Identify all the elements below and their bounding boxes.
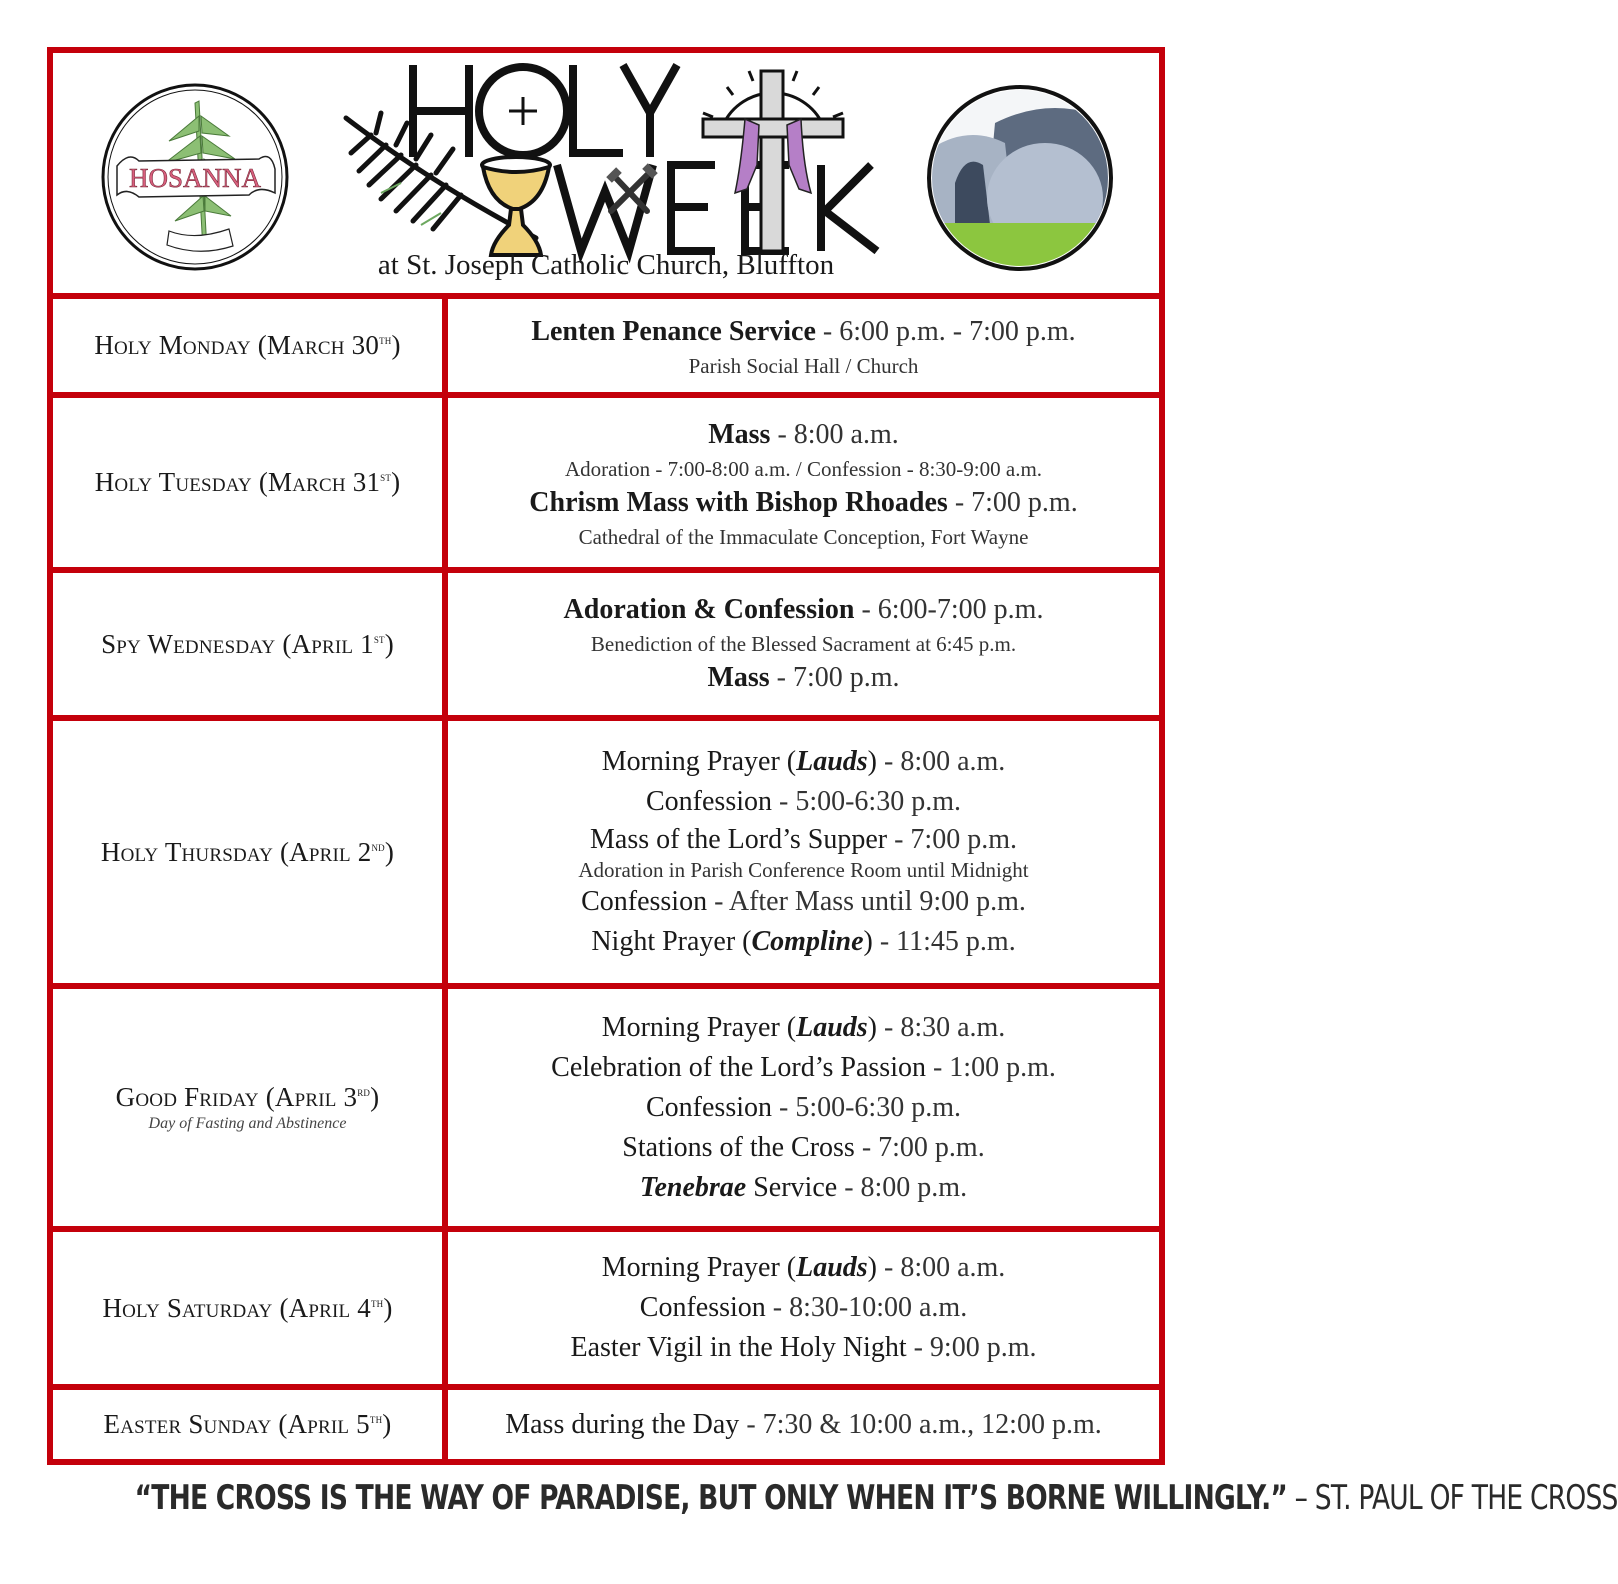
event-line: Adoration & Confession - 6:00-7:00 p.m. xyxy=(563,594,1044,625)
event-line: Confession - 8:30-10:00 a.m. xyxy=(639,1292,968,1323)
quote-text: “THE CROSS IS THE WAY OF PARADISE, BUT ONLY WHEN IT’S BORNE WILLINGLY.” xyxy=(134,1478,1288,1518)
schedule-row-holy-tuesday xyxy=(53,398,1159,567)
title-holy xyxy=(405,61,685,161)
header-banner xyxy=(53,53,1159,293)
nails-icon xyxy=(601,161,661,221)
schedule-row-holy-thursday xyxy=(53,721,1159,983)
day-name: Holy Thursday (April 2nd) xyxy=(100,836,395,867)
day-name: Good Friday (April 3rd) xyxy=(115,1082,380,1112)
footer-quote xyxy=(134,1478,1618,1518)
event-line: Chrism Mass with Bishop Rhoades - 7:00 p.m. xyxy=(529,486,1078,518)
day-cell xyxy=(53,573,442,715)
event-note: Adoration - 7:00-8:00 a.m. / Confession - 8:30-9:00 a.m. xyxy=(564,456,1043,481)
event-line: Lenten Penance Service - 6:00 p.m. - 7:00 p.m. xyxy=(531,315,1076,347)
event-note: Benediction of the Blessed Sacrament at 6:45 p.m. xyxy=(590,632,1017,656)
day-cell xyxy=(53,989,442,1226)
schedule-row-easter-sunday xyxy=(53,1390,1159,1459)
event-line: Tenebrae Service - 8:00 p.m. xyxy=(639,1171,968,1203)
quote-attribution: – ST. PAUL OF THE CROSS xyxy=(1287,1478,1618,1518)
event-line: Morning Prayer (Lauds) - 8:00 a.m. xyxy=(601,746,1006,777)
event-line: Confession - 5:00-6:30 p.m. xyxy=(646,786,961,817)
day-cell xyxy=(53,1390,442,1459)
schedule-cell xyxy=(448,299,1159,392)
day-name: Easter Sunday (April 5th) xyxy=(103,1409,392,1439)
cross-with-purple-cloth-icon xyxy=(693,65,853,253)
event-line: Stations of the Cross - 7:00 p.m. xyxy=(622,1131,985,1163)
schedule-cell xyxy=(448,573,1159,715)
header-subtitle: at St. Joseph Catholic Church, Bluffton xyxy=(377,249,835,281)
schedule-row-spy-wednesday xyxy=(53,573,1159,715)
event-note: Cathedral of the Immaculate Conception, Fort Wayne xyxy=(578,524,1029,549)
schedule-frame xyxy=(47,47,1165,1465)
event-note: Adoration in Parish Conference Room until Midnight xyxy=(578,858,1029,882)
event-line: Mass during the Day - 7:30 & 10:00 a.m., 12:00 p.m. xyxy=(505,1408,1102,1440)
day-name: Holy Monday (March 30th) xyxy=(94,330,401,360)
day-name: Holy Saturday (April 4th) xyxy=(102,1292,393,1323)
schedule-cell xyxy=(448,989,1159,1226)
day-cell xyxy=(53,299,442,392)
day-cell xyxy=(53,398,442,567)
event-line: Mass - 7:00 p.m. xyxy=(707,662,900,693)
schedule-cell xyxy=(448,1390,1159,1459)
chalice-icon xyxy=(479,155,553,257)
schedule-cell xyxy=(448,721,1159,983)
schedule-row-holy-saturday xyxy=(53,1232,1159,1384)
day-note: Day of Fasting and Abstinence xyxy=(148,1115,347,1132)
event-line: Confession - 5:00-6:30 p.m. xyxy=(646,1091,961,1123)
schedule-cell xyxy=(448,1232,1159,1384)
event-line: Morning Prayer (Lauds) - 8:30 a.m. xyxy=(601,1011,1006,1043)
event-line: Celebration of the Lord’s Passion - 1:00 p.m. xyxy=(551,1051,1056,1083)
event-note: Parish Social Hall / Church xyxy=(688,353,919,378)
event-line: Mass - 8:00 a.m. xyxy=(708,418,899,450)
event-line: Mass of the Lord’s Supper - 7:00 p.m. xyxy=(590,824,1017,855)
day-cell xyxy=(53,1232,442,1384)
schedule-cell xyxy=(448,398,1159,567)
schedule-row-holy-monday xyxy=(53,299,1159,392)
host-cross-icon xyxy=(509,97,537,125)
event-line: Morning Prayer (Lauds) - 8:00 a.m. xyxy=(601,1252,1006,1283)
day-name: Holy Tuesday (March 31st) xyxy=(94,467,401,497)
hosanna-badge-text: HOSANNA xyxy=(128,163,262,193)
event-line: Confession - After Mass until 9:00 p.m. xyxy=(581,886,1026,917)
day-cell xyxy=(53,721,442,983)
empty-tomb-icon xyxy=(925,83,1115,273)
day-name: Spy Wednesday (April 1st) xyxy=(101,628,394,659)
event-line: Night Prayer (Compline) - 11:45 p.m. xyxy=(591,926,1016,957)
palm-branch-hosanna-icon xyxy=(99,81,291,273)
schedule-row-good-friday xyxy=(53,989,1159,1226)
event-line: Easter Vigil in the Holy Night - 9:00 p.m. xyxy=(570,1332,1037,1363)
